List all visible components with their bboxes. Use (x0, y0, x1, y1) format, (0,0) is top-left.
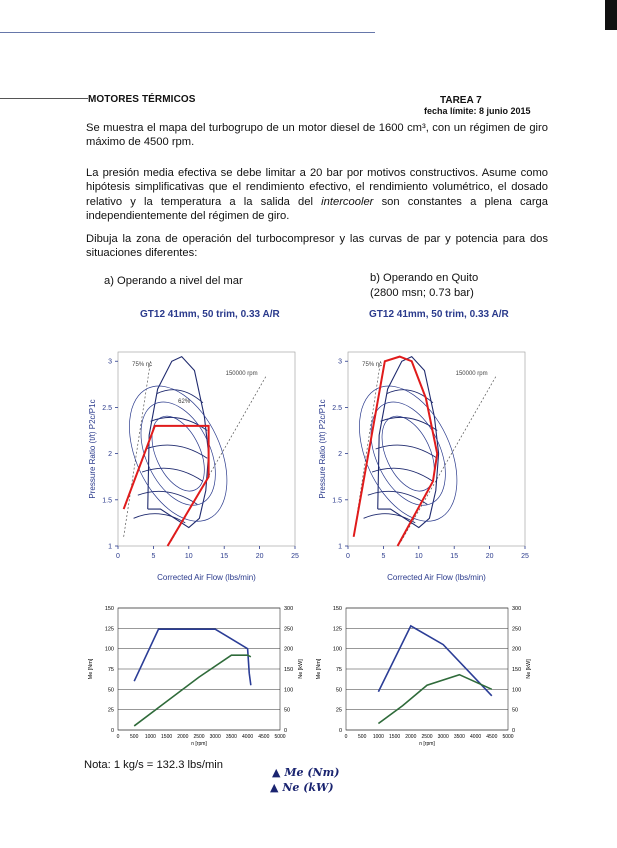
x-tick-label: 20 (485, 553, 494, 560)
x-tick-label: 4000 (242, 734, 254, 740)
y-tick-label: 2.5 (102, 404, 112, 412)
efficiency-island (371, 408, 445, 499)
x-tick-label: 2000 (177, 734, 189, 740)
map-title-right: GT12 41mm, 50 trim, 0.33 A/R (369, 309, 509, 320)
y-left-axis-label: Me [Nm] (88, 658, 94, 680)
y-left-tick-label: 150 (104, 606, 114, 612)
surge-label: 75% ηc (362, 361, 383, 368)
y-tick-label: 1 (338, 543, 342, 551)
unit-note: Nota: 1 kg/s = 132.3 lbs/min (84, 759, 223, 771)
x-tick-label: 25 (291, 553, 299, 560)
efficiency-island (356, 390, 460, 517)
y-left-tick-label: 0 (110, 728, 114, 734)
y-left-tick-label: 50 (335, 687, 342, 694)
efficiency-island (340, 371, 477, 537)
task-number: TAREA 7 (440, 95, 482, 106)
y-right-tick-label: 200 (512, 646, 522, 653)
legend-ne-text: Ne (kW) (282, 781, 334, 794)
x-tick-label: 1000 (144, 734, 156, 740)
y-left-tick-label: 150 (332, 606, 342, 612)
speed-line (146, 445, 208, 458)
y-left-tick-label: 75 (107, 667, 114, 673)
y-right-tick-label: 50 (284, 707, 291, 714)
series-line (134, 655, 251, 726)
map-title-left: GT12 41mm, 50 trim, 0.33 A/R (140, 309, 280, 320)
y-right-axis-label: Ne [kW] (526, 659, 532, 679)
x-tick-label: 4500 (258, 734, 270, 740)
speed-label: 150000 rpm (225, 371, 258, 378)
y-tick-label: 1.5 (102, 497, 112, 505)
intercooler-term: intercooler (321, 195, 374, 208)
x-tick-label: 0 (116, 553, 120, 560)
option-a: a) Operando a nivel del mar (104, 275, 243, 287)
x-tick-label: 25 (521, 553, 529, 560)
x-tick-label: 5000 (502, 734, 514, 740)
x-tick-label: 5 (381, 553, 386, 560)
y-right-tick-label: 150 (284, 667, 294, 673)
efficiency-island (110, 371, 247, 537)
y-right-tick-label: 200 (284, 646, 294, 653)
speed-line (376, 445, 438, 458)
x-tick-label: 3000 (209, 734, 221, 740)
y-tick-label: 2 (108, 451, 112, 459)
x-tick-label: 3500 (453, 734, 465, 740)
y-right-tick-label: 50 (512, 707, 519, 714)
x-tick-label: 500 (358, 734, 367, 740)
handwritten-efficiency-label: 62% (178, 398, 191, 405)
y-left-tick-label: 100 (104, 646, 114, 653)
y-right-tick-label: 150 (512, 667, 522, 673)
y-right-tick-label: 100 (512, 687, 522, 694)
option-b-title: b) Operando en Quito (370, 272, 479, 284)
section-title: MOTORES TÉRMICOS (88, 94, 196, 105)
handwritten-legend-ne (270, 781, 334, 794)
x-tick-label: 20 (255, 553, 264, 560)
y-tick-label: 3 (108, 358, 112, 366)
y-left-tick-label: 25 (107, 707, 114, 714)
paragraph-hypotheses-a: La presión media efectiva se debe limitar a 20 bar por motivos constructivos. Asume como hipótesis simplificativas que el rendimiento efectivo, el rendimiento volumétrico, el dosado relativo y la temperatura a la salida del (86, 167, 548, 208)
y-right-tick-label: 300 (512, 606, 522, 612)
x-tick-label: 10 (414, 553, 423, 560)
x-tick-label: 0 (346, 553, 350, 560)
y-tick-label: 1.5 (332, 497, 342, 505)
y-right-tick-label: 100 (284, 687, 294, 694)
y-tick-label: 3 (338, 358, 342, 366)
x-tick-label: 3500 (225, 734, 237, 740)
map-frame (118, 352, 295, 546)
series-line (378, 626, 491, 696)
x-tick-label: 4500 (486, 734, 498, 740)
arrow-icon: ▲ (270, 781, 279, 794)
y-left-tick-label: 50 (107, 687, 114, 694)
compressor-map-quito (315, 340, 540, 585)
legend-me-text: Me (Nm) (284, 766, 340, 779)
x-axis-label: n [rpm] (419, 741, 435, 747)
y-left-tick-label: 125 (104, 626, 114, 633)
x-tick-label: 1500 (389, 734, 401, 740)
torque-power-chart-quito (308, 598, 533, 756)
y-left-axis-label: Me [Nm] (316, 658, 322, 680)
x-tick-label: 1000 (372, 734, 384, 740)
y-left-tick-label: 0 (338, 728, 342, 734)
paragraph-hypotheses-b: son constantes a plena carga independientemente del régimen de giro. (86, 195, 548, 223)
speed-line (372, 468, 433, 481)
x-tick-label: 5 (151, 553, 156, 560)
x-tick-label: 5000 (274, 734, 286, 740)
speed-line (142, 468, 203, 481)
x-tick-label: 2500 (421, 734, 433, 740)
efficiency-island (126, 390, 230, 517)
y-left-tick-label: 75 (335, 667, 342, 673)
x-tick-label: 15 (220, 553, 229, 560)
x-axis-label: Corrected Air Flow (lbs/min) (387, 573, 486, 582)
paragraph-task: Dibuja la zona de operación del turbocompresor y las curvas de par y potencia para dos situaciones diferentes: (86, 233, 548, 260)
x-tick-label: 4000 (470, 734, 482, 740)
y-right-tick-label: 0 (284, 728, 288, 734)
surge-label: 75% ηc (132, 361, 153, 368)
paragraph-hypotheses (86, 166, 548, 224)
y-left-tick-label: 25 (335, 707, 342, 714)
top-rule (0, 32, 375, 33)
x-tick-label: 0 (116, 734, 120, 740)
section-rule (0, 98, 88, 99)
torque-power-chart-sea-level (80, 598, 305, 756)
y-tick-label: 1 (108, 543, 112, 551)
y-left-tick-label: 125 (332, 626, 342, 633)
operating-zone (124, 426, 209, 546)
x-tick-label: 500 (130, 734, 139, 740)
paragraph-intro: Se muestra el mapa del turbogrupo de un motor diesel de 1600 cm³, con un régimen de giro máximo de 4500 rpm. (86, 122, 548, 149)
x-axis-label: n [rpm] (191, 741, 207, 747)
corner-mark (605, 0, 617, 30)
speed-label: 150000 rpm (455, 371, 488, 378)
compressor-map-sea-level (85, 340, 310, 585)
arrow-icon: ▲ (272, 766, 281, 779)
x-tick-label: 2000 (405, 734, 417, 740)
x-tick-label: 10 (184, 553, 193, 560)
series-line (134, 629, 251, 685)
speed-line (151, 417, 208, 430)
x-tick-label: 1500 (161, 734, 173, 740)
x-tick-label: 0 (344, 734, 348, 740)
x-tick-label: 2500 (193, 734, 205, 740)
efficiency-line (401, 375, 497, 541)
y-right-tick-label: 0 (512, 728, 516, 734)
y-right-tick-label: 300 (284, 606, 294, 612)
x-tick-label: 15 (450, 553, 459, 560)
x-tick-label: 3000 (437, 734, 449, 740)
y-tick-label: 2.5 (332, 404, 342, 412)
y-axis-label: Pressure Ratio (t/t) P2c/P1c (88, 399, 97, 499)
y-left-tick-label: 100 (332, 646, 342, 653)
y-tick-label: 2 (338, 451, 342, 459)
speed-line (381, 417, 438, 430)
y-right-tick-label: 250 (284, 626, 294, 633)
y-right-tick-label: 250 (512, 626, 522, 633)
map-boundary (148, 357, 209, 528)
map-boundary (378, 357, 439, 528)
due-date: fecha límite: 8 junio 2015 (424, 106, 531, 116)
x-axis-label: Corrected Air Flow (lbs/min) (157, 573, 256, 582)
y-axis-label: Pressure Ratio (t/t) P2c/P1c (318, 399, 327, 499)
handwritten-legend-me (272, 766, 339, 779)
series-line (378, 675, 491, 724)
option-b-subtitle: (2800 msn; 0.73 bar) (370, 287, 474, 299)
y-right-axis-label: Ne [kW] (298, 659, 304, 679)
